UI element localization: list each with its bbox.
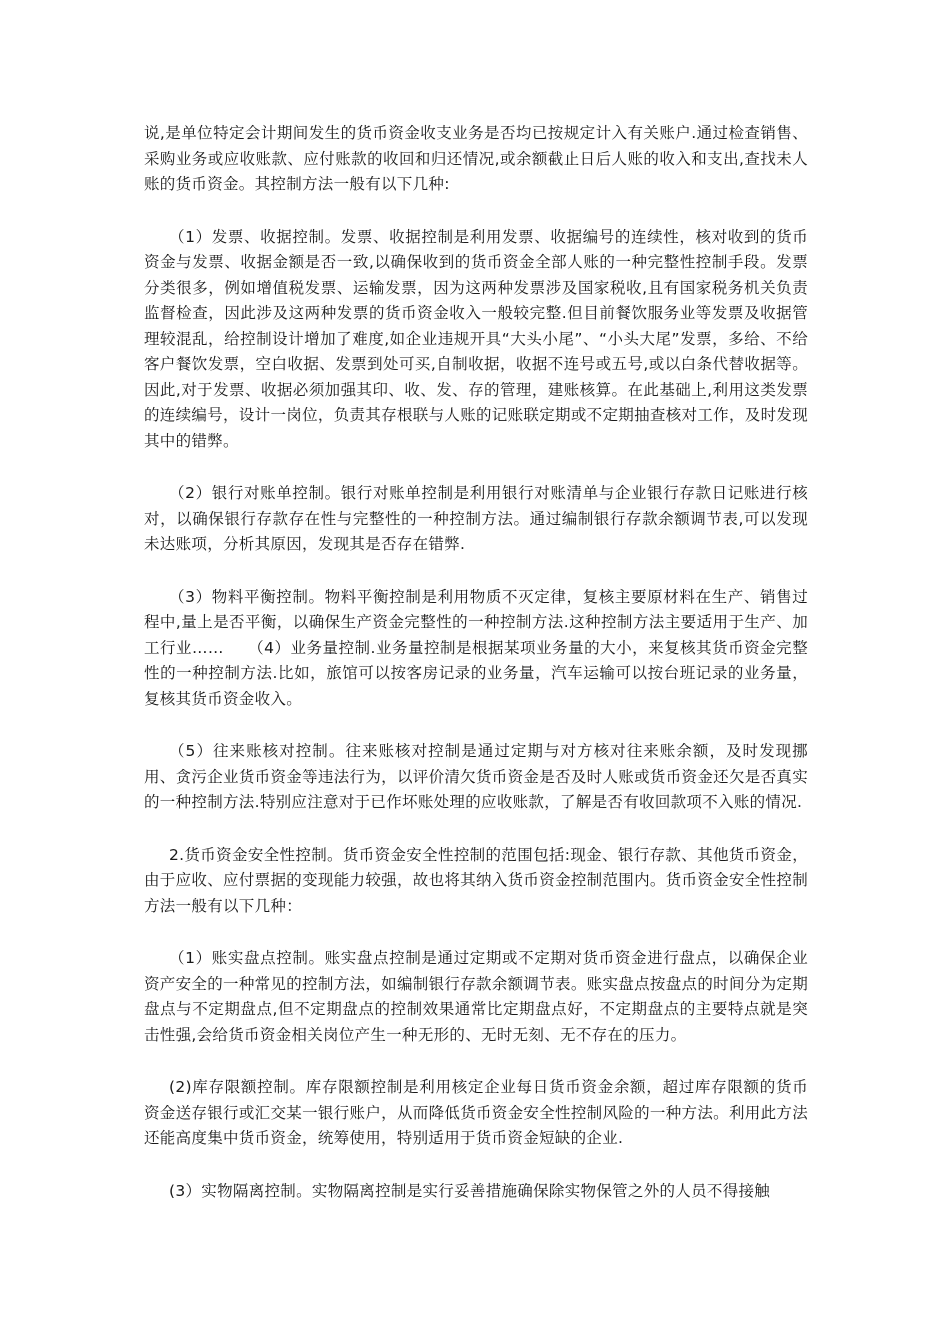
paragraph-inventory-count-control: （1）账实盘点控制。账实盘点控制是通过定期或不定期对货币资金进行盘点，以确保企业资产安全的一种常见的控制方法，如编制银行存款余额调节表。账实盘点按盘点的时间分为定期盘点与不定期盘点,但不定期盘点的控制效果通常比定期盘点好，不定期盘点的主要特点就是突击性强,会给货币资金相关岗位产生一种无形的、无时无刻、无不存在的压力。 <box>144 949 808 1044</box>
document-body <box>144 121 808 1231</box>
paragraph-account-reconciliation-control: （5）往来账核对控制。往来账核对控制是通过定期与对方核对往来账余额，及时发现挪用、贪污企业货币资金等违法行为，以评价清欠货币资金是否及时人账或货币资金还欠是否真实的一种控制方法.特别应注意对于已作坏账处理的应收账款，了解是否有收回款项不入账的情况. <box>144 742 808 811</box>
paragraph-cash-safety-control: 2.货币资金安全性控制。货币资金安全性控制的范围包括:现金、银行存款、其他货币资金，由于应收、应付票据的变现能力较强，故也将其纳入货币资金控制范围内。货币资金安全性控制方法一般有以下几种： <box>144 845 808 915</box>
paragraph-invoice-control: （1）发票、收据控制。发票、收据控制是利用发票、收据编号的连续性，核对收到的货币资金与发票、收据金额是否一致,以确保收到的货币资金全部人账的一种完整性控制手段。发票分类很多，例如增值税发票、运输发票，因为这两种发票涉及国家税收,且有国家税务机关负责监督检查，因此涉及这两种发票的货币资金收入一般较完整.但目前餐饮服务业等发票及收据管理较混乱，给控制设计增加了难度,如企业违规开具“大头小尾”、“小头大尾”发票，多给、不给客户餐饮发票，空白收据、发票到处可买,自制收据，收据不连号或五号,或以白条代替收据等。因此,对于发票、收据必须加强其印、收、发、存的管理，建账核算。在此基础上,利用这类发票的连续编号，设计一岗位，负责其存根联与人账的记账联定期或不定期抽查核对工作，及时发现其中的错弊。 <box>144 227 808 450</box>
paragraph-material-balance-control: （3）物料平衡控制。物料平衡控制是利用物质不灭定律，复核主要原材料在生产、销售过程中,量上是否平衡，以确保生产资金完整性的一种控制方法.这种控制方法主要适用于生产、加工行业…… （4）业务量控制.业务量控制是根据某项业务量的大小，来复核其货币资金完整性的一种控制方法.比如，旅馆可以按客房记录的业务量，汽车运输可以按台班记录的业务量，复核其货币资金收入。 <box>144 587 808 708</box>
paragraph-physical-isolation-control: (3）实物隔离控制。实物隔离控制是实行妥善措施确保除实物保管之外的人员不得接触 <box>169 1181 771 1200</box>
paragraph-cash-limit-control: (2)库存限额控制。库存限额控制是利用核定企业每日货币资金余额，超过库存限额的货币资金送存银行或汇交某一银行账户，从而降低货币资金安全性控制风险的一种方法。利用此方法还能高度集中货币资金，统筹使用，特别适用于货币资金短缺的企业. <box>144 1078 808 1147</box>
paragraph-bank-statement-control: （2）银行对账单控制。银行对账单控制是利用银行对账清单与企业银行存款日记账进行核对，以确保银行存款存在性与完整性的一种控制方法。通过编制银行存款余额调节表,可以发现未达账项，分析其原因，发现其是否存在错弊. <box>144 484 808 553</box>
paragraph-intro: 说,是单位特定会计期间发生的货币资金收支业务是否均已按规定计入有关账户.通过检查销售、采购业务或应收账款、应付账款的收回和归还情况,或余额截止日后人账的收入和支出,查找未人账的货币资金。其控制方法一般有以下几种: <box>144 124 808 193</box>
